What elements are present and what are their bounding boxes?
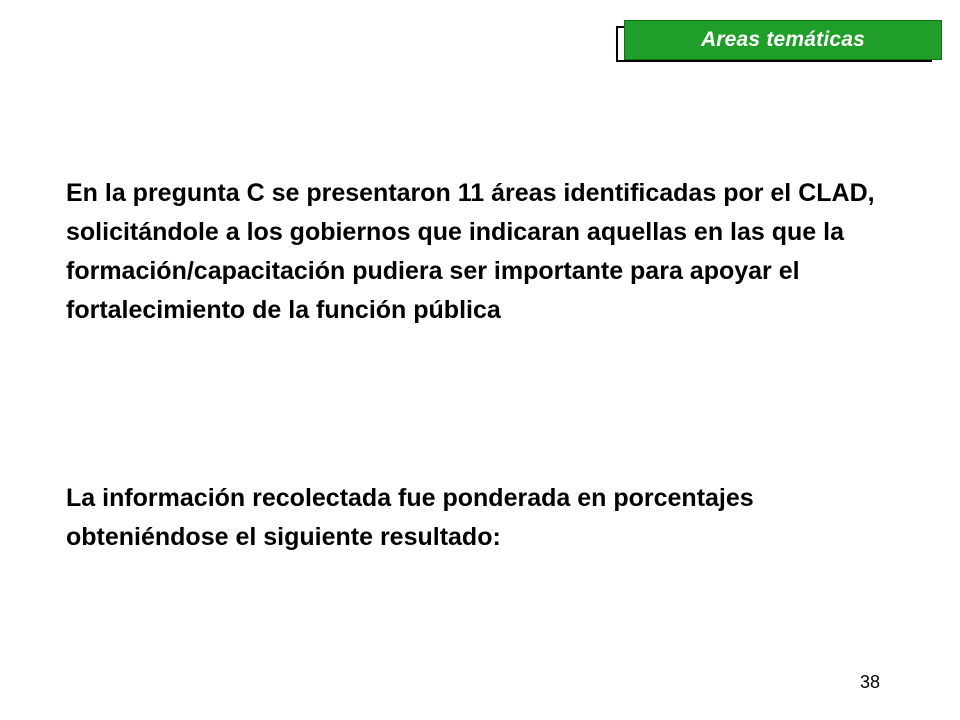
page-number: 38 [860,672,881,692]
section-badge [616,20,942,68]
result-paragraph: La información recolectada fue ponderada en porcentajes obteniéndose el siguiente resultado: [66,484,754,551]
intro-paragraph: En la pregunta C se presentaron 11 áreas identificadas por el CLAD, solicitándole a los gobiernos que indicaran aquellas en las que la formación/capacitación pudiera ser importante para apoyar el fortalecimiento de la función pública [66,179,875,324]
badge-title: Areas temáticas [700,28,866,51]
badge-box [624,20,942,60]
